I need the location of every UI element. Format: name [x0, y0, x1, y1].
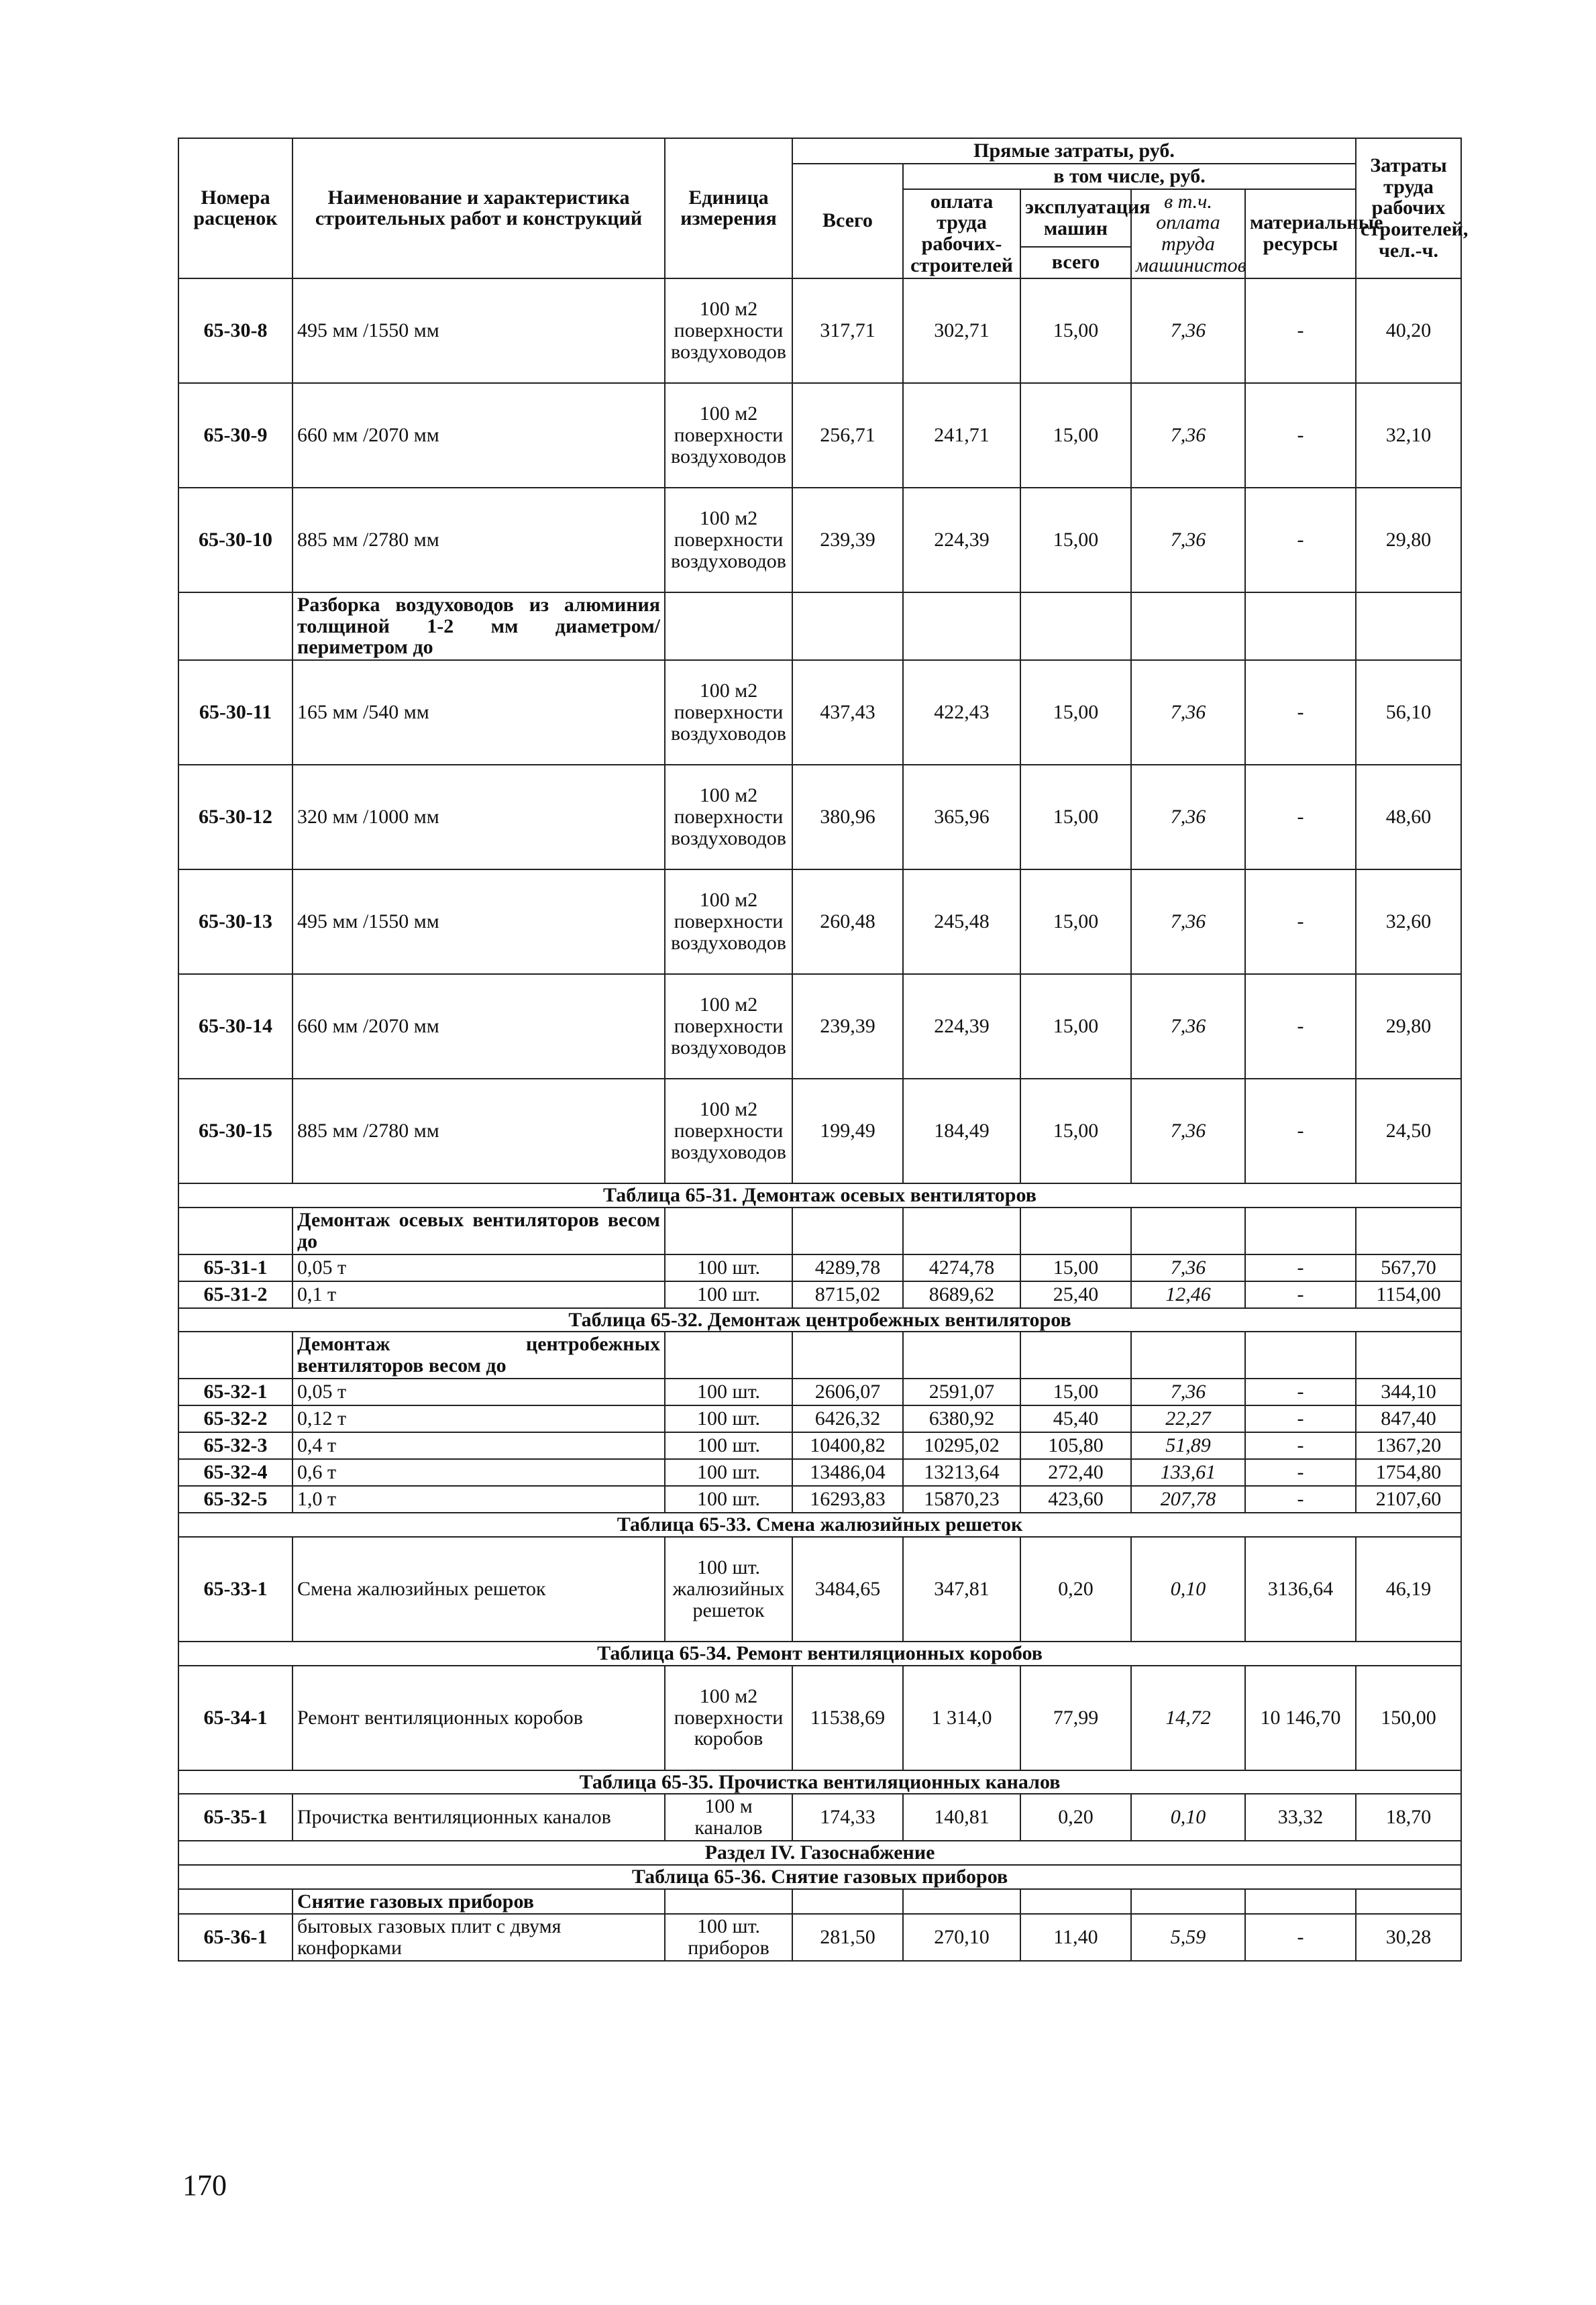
cost-machine: 0,20	[1020, 1537, 1131, 1642]
empty-cell	[178, 1332, 292, 1379]
empty-cell	[1131, 592, 1245, 660]
unit-of-measure: 100 шт.	[665, 1379, 792, 1405]
table-row	[178, 383, 1461, 488]
rate-code: 65-33-1	[178, 1537, 292, 1642]
labor-hours: 1154,00	[1356, 1281, 1461, 1308]
table-title: Раздел IV. Газоснабжение	[178, 1841, 1461, 1865]
work-name: 0,6 т	[292, 1459, 665, 1486]
unit-of-measure: 100 шт.	[665, 1486, 792, 1513]
cost-materials: -	[1245, 1281, 1356, 1308]
cost-machine-wage: 7,36	[1131, 278, 1245, 383]
labor-hours: 48,60	[1356, 765, 1461, 869]
labor-hours: 150,00	[1356, 1666, 1461, 1770]
empty-cell	[178, 592, 292, 660]
empty-cell	[1020, 1332, 1131, 1379]
cost-machine: 423,60	[1020, 1486, 1131, 1513]
cost-machine-wage: 51,89	[1131, 1432, 1245, 1459]
rates-table	[178, 138, 1469, 1962]
unit-of-measure: 100 м2 поверхности воздуховодов	[665, 660, 792, 765]
unit-of-measure: 100 шт.	[665, 1405, 792, 1432]
labor-hours: 2107,60	[1356, 1486, 1461, 1513]
cost-machine-wage: 7,36	[1131, 974, 1245, 1079]
labor-hours: 46,19	[1356, 1537, 1461, 1642]
table-row	[178, 765, 1461, 869]
rate-code: 65-30-14	[178, 974, 292, 1079]
cost-machine: 15,00	[1020, 383, 1131, 488]
cost-wage: 2591,07	[903, 1379, 1020, 1405]
empty-cell	[665, 1332, 792, 1379]
empty-cell	[665, 1208, 792, 1254]
cost-wage: 140,81	[903, 1794, 1020, 1841]
empty-cell	[1020, 592, 1131, 660]
unit-of-measure: 100 м2 поверхности воздуховодов	[665, 869, 792, 974]
cost-materials: -	[1245, 660, 1356, 765]
rate-code: 65-31-1	[178, 1254, 292, 1281]
labor-hours: 344,10	[1356, 1379, 1461, 1405]
cost-total: 10400,82	[792, 1432, 903, 1459]
unit-of-measure: 100 м2 поверхности воздуховодов	[665, 765, 792, 869]
cost-machine: 45,40	[1020, 1405, 1131, 1432]
header-materials: материальные ресурсы	[1245, 189, 1356, 278]
group-row	[178, 1208, 1461, 1254]
table-row	[178, 488, 1461, 592]
rate-code: 65-31-2	[178, 1281, 292, 1308]
cost-machine: 15,00	[1020, 974, 1131, 1079]
unit-of-measure: 100 шт.	[665, 1432, 792, 1459]
work-name: 1,0 т	[292, 1486, 665, 1513]
cost-materials: -	[1245, 488, 1356, 592]
empty-cell	[792, 1208, 903, 1254]
cost-machine: 15,00	[1020, 660, 1131, 765]
work-name: 0,4 т	[292, 1432, 665, 1459]
cost-wage: 241,71	[903, 383, 1020, 488]
cost-machine-wage: 14,72	[1131, 1666, 1245, 1770]
empty-cell	[903, 1889, 1020, 1915]
empty-cell	[1245, 1332, 1356, 1379]
cost-materials: -	[1245, 1405, 1356, 1432]
table-title-row	[178, 1841, 1461, 1865]
table-title-row	[178, 1183, 1461, 1208]
header-machine: эксплуатация машин	[1020, 189, 1131, 247]
work-name: 495 мм /1550 мм	[292, 869, 665, 974]
rate-code: 65-30-13	[178, 869, 292, 974]
cost-total: 2606,07	[792, 1379, 903, 1405]
cost-machine-wage: 7,36	[1131, 488, 1245, 592]
page-number: 170	[182, 2169, 227, 2202]
work-name: 660 мм /2070 мм	[292, 383, 665, 488]
cost-materials: -	[1245, 1486, 1356, 1513]
empty-cell	[665, 1889, 792, 1915]
header-code: Номера расценок	[178, 138, 292, 278]
rate-code: 65-32-3	[178, 1432, 292, 1459]
cost-total: 199,49	[792, 1079, 903, 1183]
cost-wage: 10295,02	[903, 1432, 1020, 1459]
cost-total: 281,50	[792, 1914, 903, 1961]
cost-machine: 105,80	[1020, 1432, 1131, 1459]
table-title-row	[178, 1642, 1461, 1666]
table-row	[178, 1405, 1461, 1432]
cost-total: 380,96	[792, 765, 903, 869]
header-wage: оплата труда рабочих-строителей	[903, 189, 1020, 278]
header-machine-wage: в т.ч. оплата труда машинистов	[1131, 189, 1245, 278]
rate-code: 65-30-8	[178, 278, 292, 383]
unit-of-measure: 100 шт.	[665, 1459, 792, 1486]
labor-hours: 32,60	[1356, 869, 1461, 974]
cost-materials: -	[1245, 1079, 1356, 1183]
cost-materials: -	[1245, 1459, 1356, 1486]
work-name: 0,05 т	[292, 1254, 665, 1281]
unit-of-measure: 100 шт.	[665, 1281, 792, 1308]
table-row	[178, 1459, 1461, 1486]
labor-hours: 567,70	[1356, 1254, 1461, 1281]
rate-code: 65-30-10	[178, 488, 292, 592]
header-including: в том числе, руб.	[903, 164, 1356, 189]
empty-cell	[1245, 1889, 1356, 1915]
unit-of-measure: 100 м каналов	[665, 1794, 792, 1841]
cost-total: 256,71	[792, 383, 903, 488]
cost-wage: 224,39	[903, 974, 1020, 1079]
table-row	[178, 1914, 1461, 1961]
table-row	[178, 1079, 1461, 1183]
table-row	[178, 660, 1461, 765]
empty-cell	[1131, 1889, 1245, 1915]
cost-total: 239,39	[792, 488, 903, 592]
unit-of-measure: 100 м2 поверхности воздуховодов	[665, 278, 792, 383]
cost-wage: 13213,64	[903, 1459, 1020, 1486]
work-name: Смена жалюзийных решеток	[292, 1537, 665, 1642]
empty-cell	[1020, 1208, 1131, 1254]
rate-code: 65-30-9	[178, 383, 292, 488]
work-name: 660 мм /2070 мм	[292, 974, 665, 1079]
labor-hours: 29,80	[1356, 974, 1461, 1079]
cost-materials: 10 146,70	[1245, 1666, 1356, 1770]
cost-machine-wage: 7,36	[1131, 660, 1245, 765]
labor-hours: 56,10	[1356, 660, 1461, 765]
rate-code: 65-30-12	[178, 765, 292, 869]
cost-wage: 1 314,0	[903, 1666, 1020, 1770]
rate-code: 65-36-1	[178, 1914, 292, 1961]
work-name: 165 мм /540 мм	[292, 660, 665, 765]
empty-cell	[1356, 1208, 1461, 1254]
rate-code: 65-30-15	[178, 1079, 292, 1183]
header-machine-all: всего	[1020, 247, 1131, 278]
cost-materials: -	[1245, 974, 1356, 1079]
table-row	[178, 1379, 1461, 1405]
cost-machine: 15,00	[1020, 488, 1131, 592]
table-body	[178, 278, 1461, 1961]
empty-cell	[665, 592, 792, 660]
cost-machine: 15,00	[1020, 869, 1131, 974]
labor-hours: 32,10	[1356, 383, 1461, 488]
table-title: Таблица 65-35. Прочистка вентиляционных каналов	[178, 1770, 1461, 1794]
unit-of-measure: 100 м2 поверхности воздуховодов	[665, 974, 792, 1079]
labor-hours: 40,20	[1356, 278, 1461, 383]
header-name: Наименование и характеристика строительных работ и конструкций	[292, 138, 665, 278]
cost-machine-wage: 0,10	[1131, 1794, 1245, 1841]
cost-machine-wage: 7,36	[1131, 1254, 1245, 1281]
table-row	[178, 1537, 1461, 1642]
empty-cell	[1356, 1889, 1461, 1915]
work-name: 0,1 т	[292, 1281, 665, 1308]
table-row	[178, 869, 1461, 974]
empty-cell	[903, 1332, 1020, 1379]
cost-machine: 15,00	[1020, 278, 1131, 383]
cost-materials: -	[1245, 1254, 1356, 1281]
cost-total: 260,48	[792, 869, 903, 974]
cost-materials: -	[1245, 1432, 1356, 1459]
group-heading: Демонтаж центробежных вентиляторов весом до	[292, 1332, 665, 1379]
cost-machine-wage: 12,46	[1131, 1281, 1245, 1308]
table-title-row	[178, 1513, 1461, 1537]
unit-of-measure: 100 м2 поверхности воздуховодов	[665, 488, 792, 592]
empty-cell	[792, 1332, 903, 1379]
unit-of-measure: 100 м2 поверхности воздуховодов	[665, 383, 792, 488]
cost-machine-wage: 7,36	[1131, 1379, 1245, 1405]
cost-materials: -	[1245, 1379, 1356, 1405]
empty-cell	[1131, 1208, 1245, 1254]
cost-machine: 15,00	[1020, 1379, 1131, 1405]
unit-of-measure: 100 м2 поверхности коробов	[665, 1666, 792, 1770]
rate-code: 65-32-5	[178, 1486, 292, 1513]
empty-cell	[1020, 1889, 1131, 1915]
table-row	[178, 1794, 1461, 1841]
empty-cell	[792, 1889, 903, 1915]
rate-code: 65-32-4	[178, 1459, 292, 1486]
unit-of-measure: 100 м2 поверхности воздуховодов	[665, 1079, 792, 1183]
empty-cell	[903, 1208, 1020, 1254]
cost-wage: 365,96	[903, 765, 1020, 869]
work-name: 0,05 т	[292, 1379, 665, 1405]
empty-cell	[1245, 1208, 1356, 1254]
cost-wage: 6380,92	[903, 1405, 1020, 1432]
cost-machine: 15,00	[1020, 765, 1131, 869]
cost-total: 8715,02	[792, 1281, 903, 1308]
cost-total: 4289,78	[792, 1254, 903, 1281]
rate-code: 65-32-1	[178, 1379, 292, 1405]
cost-total: 239,39	[792, 974, 903, 1079]
table-row	[178, 1486, 1461, 1513]
work-name: 0,12 т	[292, 1405, 665, 1432]
empty-cell	[1131, 1332, 1245, 1379]
cost-wage: 15870,23	[903, 1486, 1020, 1513]
cost-machine: 77,99	[1020, 1666, 1131, 1770]
cost-machine: 15,00	[1020, 1079, 1131, 1183]
work-name: бытовых газовых плит с двумя конфорками	[292, 1914, 665, 1961]
cost-materials: 33,32	[1245, 1794, 1356, 1841]
cost-machine: 0,20	[1020, 1794, 1131, 1841]
table-row	[178, 1281, 1461, 1308]
table-row	[178, 1432, 1461, 1459]
table-row	[178, 1254, 1461, 1281]
cost-machine: 15,00	[1020, 1254, 1131, 1281]
empty-cell	[1356, 592, 1461, 660]
labor-hours: 18,70	[1356, 1794, 1461, 1841]
cost-wage: 422,43	[903, 660, 1020, 765]
cost-materials: -	[1245, 278, 1356, 383]
rate-code: 65-34-1	[178, 1666, 292, 1770]
table-title: Таблица 65-36. Снятие газовых приборов	[178, 1865, 1461, 1889]
cost-wage: 302,71	[903, 278, 1020, 383]
group-heading: Снятие газовых приборов	[292, 1889, 665, 1915]
cost-total: 16293,83	[792, 1486, 903, 1513]
cost-machine-wage: 7,36	[1131, 869, 1245, 974]
empty-cell	[178, 1889, 292, 1915]
cost-total: 3484,65	[792, 1537, 903, 1642]
empty-cell	[1245, 592, 1356, 660]
cost-total: 317,71	[792, 278, 903, 383]
cost-machine-wage: 207,78	[1131, 1486, 1245, 1513]
rate-code: 65-32-2	[178, 1405, 292, 1432]
cost-machine-wage: 22,27	[1131, 1405, 1245, 1432]
cost-materials: -	[1245, 765, 1356, 869]
work-name: 320 мм /1000 мм	[292, 765, 665, 869]
empty-cell	[178, 1208, 292, 1254]
header-direct-costs: Прямые затраты, руб.	[792, 138, 1356, 164]
table-row	[178, 974, 1461, 1079]
work-name: Прочистка вентиляционных каналов	[292, 1794, 665, 1841]
table-title-row	[178, 1865, 1461, 1889]
table-row	[178, 1666, 1461, 1770]
table-header	[178, 138, 1469, 278]
cost-wage: 4274,78	[903, 1254, 1020, 1281]
rate-code: 65-30-11	[178, 660, 292, 765]
table-title: Таблица 65-34. Ремонт вентиляционных коробов	[178, 1642, 1461, 1666]
cost-machine-wage: 0,10	[1131, 1537, 1245, 1642]
unit-of-measure: 100 шт. жалюзийных решеток	[665, 1537, 792, 1642]
cost-total: 6426,32	[792, 1405, 903, 1432]
header-labor: Затраты труда рабочих строителей, чел.-ч.	[1356, 138, 1461, 278]
cost-materials: -	[1245, 869, 1356, 974]
cost-materials: -	[1245, 1914, 1356, 1961]
cost-wage: 184,49	[903, 1079, 1020, 1183]
table-title: Таблица 65-32. Демонтаж центробежных вентиляторов	[178, 1308, 1461, 1332]
cost-wage: 8689,62	[903, 1281, 1020, 1308]
cost-machine-wage: 133,61	[1131, 1459, 1245, 1486]
cost-machine-wage: 7,36	[1131, 765, 1245, 869]
labor-hours: 29,80	[1356, 488, 1461, 592]
labor-hours: 1367,20	[1356, 1432, 1461, 1459]
labor-hours: 847,40	[1356, 1405, 1461, 1432]
cost-wage: 224,39	[903, 488, 1020, 592]
cost-machine-wage: 7,36	[1131, 1079, 1245, 1183]
cost-total: 437,43	[792, 660, 903, 765]
header-total: Всего	[792, 164, 903, 278]
group-row	[178, 592, 1461, 660]
table-title-row	[178, 1770, 1461, 1794]
rate-code: 65-35-1	[178, 1794, 292, 1841]
group-row	[178, 1889, 1461, 1915]
cost-machine-wage: 5,59	[1131, 1914, 1245, 1961]
empty-cell	[792, 592, 903, 660]
cost-materials: 3136,64	[1245, 1537, 1356, 1642]
cost-machine: 11,40	[1020, 1914, 1131, 1961]
work-name: 885 мм /2780 мм	[292, 488, 665, 592]
empty-cell	[903, 592, 1020, 660]
cost-wage: 270,10	[903, 1914, 1020, 1961]
group-heading: Демонтаж осевых вентиляторов весом до	[292, 1208, 665, 1254]
table-row	[178, 278, 1461, 383]
work-name: 885 мм /2780 мм	[292, 1079, 665, 1183]
empty-cell	[1356, 1332, 1461, 1379]
cost-machine-wage: 7,36	[1131, 383, 1245, 488]
work-name: Ремонт вентиляционных коробов	[292, 1666, 665, 1770]
unit-of-measure: 100 шт.	[665, 1254, 792, 1281]
cost-wage: 347,81	[903, 1537, 1020, 1642]
work-name: 495 мм /1550 мм	[292, 278, 665, 383]
cost-machine: 25,40	[1020, 1281, 1131, 1308]
rates-table-wrapper	[178, 138, 1469, 1962]
group-row	[178, 1332, 1461, 1379]
cost-total: 174,33	[792, 1794, 903, 1841]
group-heading: Разборка воздуховодов из алюминия толщиной 1-2 мм диаметром/периметром до	[292, 592, 665, 660]
labor-hours: 1754,80	[1356, 1459, 1461, 1486]
cost-total: 11538,69	[792, 1666, 903, 1770]
table-title: Таблица 65-33. Смена жалюзийных решеток	[178, 1513, 1461, 1537]
cost-total: 13486,04	[792, 1459, 903, 1486]
unit-of-measure: 100 шт. приборов	[665, 1914, 792, 1961]
table-title-row	[178, 1308, 1461, 1332]
header-unit: Единица измерения	[665, 138, 792, 278]
cost-wage: 245,48	[903, 869, 1020, 974]
table-title: Таблица 65-31. Демонтаж осевых вентиляторов	[178, 1183, 1461, 1208]
labor-hours: 24,50	[1356, 1079, 1461, 1183]
labor-hours: 30,28	[1356, 1914, 1461, 1961]
cost-machine: 272,40	[1020, 1459, 1131, 1486]
cost-materials: -	[1245, 383, 1356, 488]
